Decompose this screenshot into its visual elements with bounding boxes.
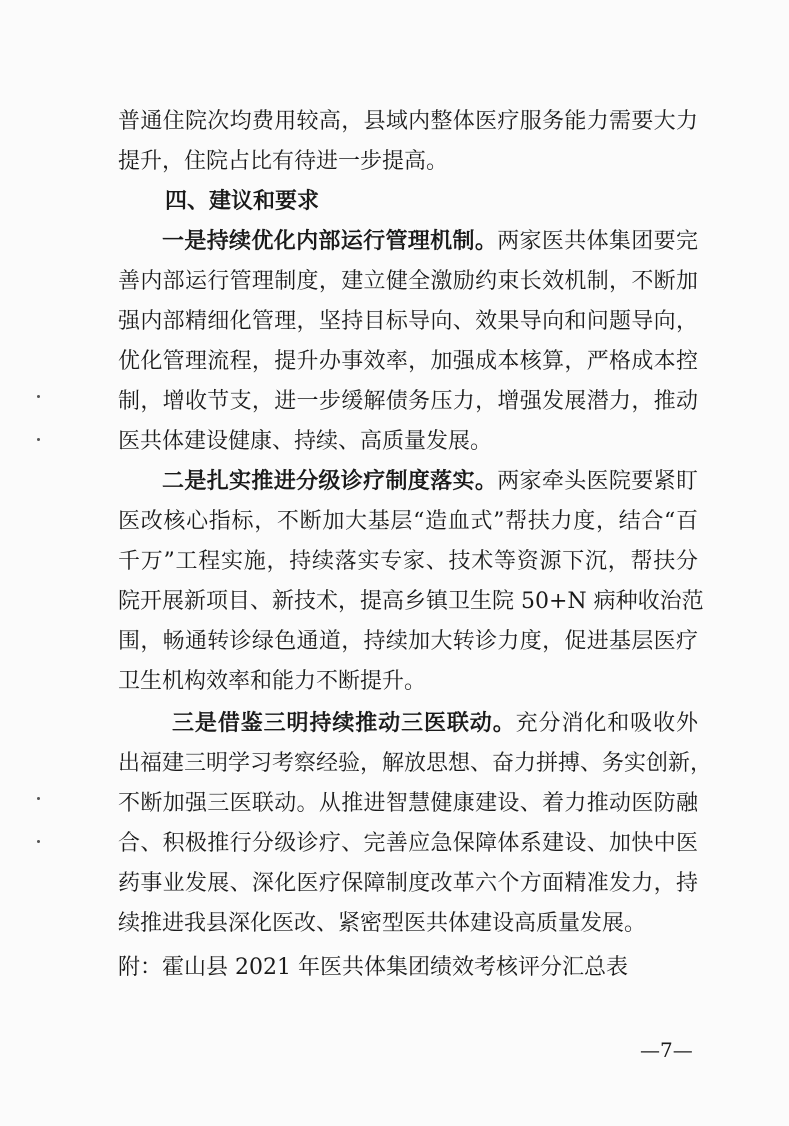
paragraph-line	[162, 222, 698, 262]
paragraph-line: 医共体建设健康、持续、高质量发展。	[118, 429, 493, 454]
paragraph-line	[172, 704, 698, 744]
paragraph-line: 善内部运行管理制度，建立健全激励约束长效机制，不断加	[118, 269, 698, 294]
paragraph-line: 合、积极推行分级诊疗、完善应急保障体系建设、加快中医	[118, 831, 698, 856]
paragraph-line: 强内部精细化管理，坚持目标导向、效果导向和问题导向，	[118, 309, 698, 334]
paragraph-line	[162, 462, 698, 502]
paragraph-lead: 一是持续优化内部运行管理机制。	[162, 229, 498, 254]
paragraph-line: 不断加强三医联动。从推进智慧健康建设、着力推动医防融	[118, 791, 698, 816]
paragraph-line: 制，增收节支，进一步缓解债务压力，增强发展潜力，推动	[118, 389, 698, 414]
binding-mark	[37, 840, 40, 843]
paragraph-lead: 三是借鉴三明持续推动三医联动。	[172, 711, 516, 736]
intro-line: 普通住院次均费用较高，县域内整体医疗服务能力需要大力	[118, 109, 698, 134]
paragraph-line: 卫生机构效率和能力不断提升。	[118, 669, 427, 694]
binding-mark	[37, 438, 40, 441]
paragraph-line: 药事业发展、深化医疗保障制度改革六个方面精准发力，持	[118, 871, 698, 896]
intro-line: 提升，住院占比有待进一步提高。	[118, 149, 449, 174]
page-number: —7—	[640, 1038, 693, 1062]
paragraph-line: 围，畅通转诊绿色通道，持续加大转诊力度，促进基层医疗	[118, 629, 698, 654]
paragraph-line: 续推进我县深化医改、紧密型医共体建设高质量发展。	[118, 911, 647, 936]
attachment-note: 附：霍山县 2021 年医共体集团绩效考核评分汇总表	[118, 955, 628, 980]
binding-mark	[37, 797, 40, 800]
paragraph-text: 充分消化和吸收外	[515, 711, 698, 736]
paragraph-text: 两家牵头医院要紧盯	[497, 469, 698, 494]
paragraph-line: 优化管理流程，提升办事效率，加强成本核算，严格成本控	[118, 349, 698, 374]
paragraph-lead: 二是扎实推进分级诊疗制度落实。	[162, 469, 498, 494]
paragraph-line: 千万”工程实施，持续落实专家、技术等资源下沉，帮扶分	[118, 549, 698, 574]
paragraph-line: 出福建三明学习考察经验，解放思想、奋力拼搏、务实创新，	[118, 751, 713, 776]
section-heading: 四、建议和要求	[165, 189, 320, 214]
paragraph-text: 两家医共体集团要完	[497, 229, 698, 254]
paragraph-line: 医改核心指标，不断加大基层“造血式”帮扶力度，结合“百	[118, 509, 698, 534]
binding-mark	[37, 395, 40, 398]
paragraph-line: 院开展新项目、新技术，提高乡镇卫生院 50+N 病种收治范	[118, 589, 704, 614]
